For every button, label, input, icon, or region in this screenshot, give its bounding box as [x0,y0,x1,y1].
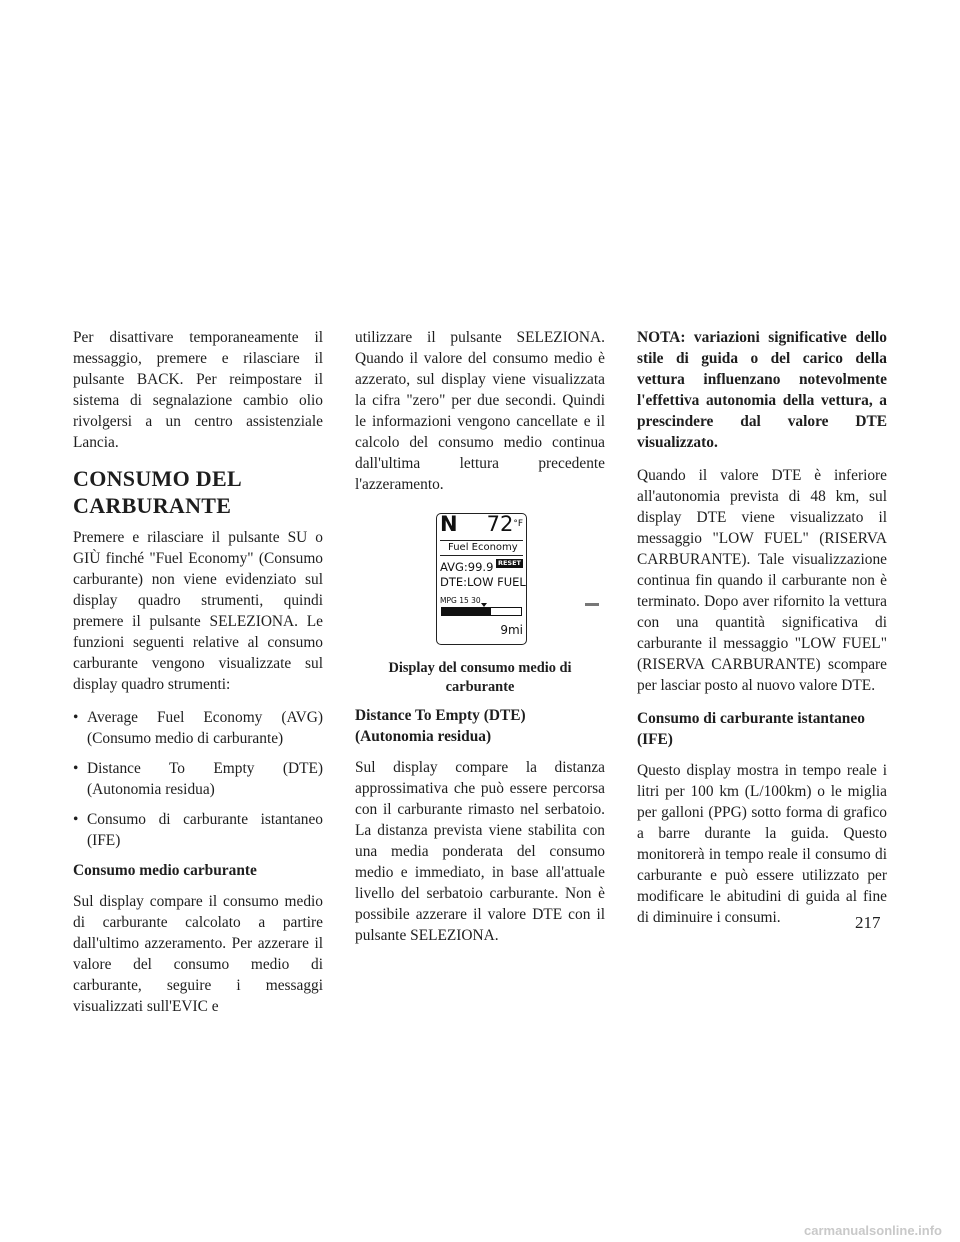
display-menu-title: Fuel Economy [440,540,523,556]
avg-readout: AVG:99.9 [440,560,494,574]
page-number: 217 [855,913,881,932]
figure-code-mark [585,603,599,606]
compass-heading: N [440,513,458,536]
function-list [73,707,323,851]
intro-paragraph: Per disattivare temporaneamente il messaggio, premere e rilasciare il pulsante BACK. Per reimpostare il sistema di segnalazione cambio olio rivolgersi a un centro assistenziale Lancia. [73,329,323,451]
reset-badge: RESET [497,559,521,567]
dte-paragraph: Sul display compare la distanza approssimativa che può essere percorsa con il carburante rimasto nel serbatoio. La distanza prevista viene stabilita con una media ponderata del consumo medio e immediato, in base all'attuale livello del serbatoio carburante. Non è possibile azzerare il valore DTE con il pulsante SELEZIONA. [355,759,605,944]
fuel-display-figure [355,507,605,659]
avg-paragraph: Sul display compare il consumo medio di carburante calcolato a partire dall'ultimo azzeramento. Per azzerare il valore del consumo medio di carburante, seguire i messaggi visualizzati sull'EVIC e [73,893,323,1015]
ife-subheading: Consumo di carburante istantaneo (IFE) [637,710,865,748]
column-middle [355,327,605,958]
bullet-icon: • [73,709,79,726]
outside-temperature: $72^{^\circ F}$ [486,513,523,536]
list-item: • Distance To Empty (DTE) (Autonomia residua) [73,760,323,798]
list-item: • Consumo di carburante istantaneo (IFE) [73,811,323,849]
ife-bar [441,607,522,616]
note-paragraph: NOTA: variazioni significative dello stile di guida o del carico della vettura influenzano notevolmente l'effettiva autonomia della vettura, a prescindere dal valore DTE visualizzato. [637,329,887,451]
fuel-economy-paragraph: Premere e rilasciare il pulsante SU o GIÙ finché "Fuel Economy" (Consumo carburante) non viene evidenziato sul display quadro strumenti, quindi premere il pulsante SELEZIONA. Le funzioni seguenti relative al consumo carburante vengono visualizzate sul display quadro strumenti: [73,529,323,693]
figure-caption: Display del consumo medio di carburante [388,660,572,695]
avg-subheading: Consumo medio carburante [73,862,257,879]
dte-subheading: Distance To Empty (DTE) (Autonomia residua) [355,707,526,745]
column-left [73,327,323,1017]
low-fuel-paragraph: Quando il valore DTE è inferiore all'autonomia prevista di 48 km, sul display DTE viene visualizzato il messaggio "LOW FUEL" (RISERVA CARBURANTE). Tale visualizzazione continua fin quando il carburante non è terminato. Dopo aver rifornito la vettura con una quantità significativa di carburante il messaggio "LOW FUEL" (RISERVA CARBURANTE) scompare per lasciar posto al nuovo valore DTE. [637,467,887,694]
bullet-icon: • [73,811,79,828]
reset-paragraph: utilizzare il pulsante SELEZIONA. Quando il valore del consumo medio è azzerato, sul display viene visualizzata la cifra "zero" per due secondi. Quindi le informazioni vengono cancellate e il calcolo del consumo medio continua dall'ultima lettura precedente l'azzeramento. [355,329,605,493]
range-readout: 9mi [500,623,523,637]
section-title: CONSUMO DEL CARBURANTE [73,466,241,518]
column-right [637,327,887,940]
ife-bar-fill [442,608,491,615]
dte-readout: DTE:LOW FUEL [440,575,526,589]
list-item: • Average Fuel Economy (AVG) (Consumo medio di carburante) [73,709,323,747]
mpg-scale: MPG 15 30 [440,596,481,605]
cluster-display-illustration [436,513,527,645]
ife-paragraph: Questo display mostra in tempo reale i litri per 100 km (L/100km) o le miglia per galloni (PPG) sotto forma di grafico a barre durante la guida. Questo monitorerà in tempo reale il consumo di carburante e può essere utilizzato per modificare le abitudini di guida al fine di diminuire i consumi. [637,762,887,926]
bullet-icon: • [73,760,79,777]
site-watermark: carmanualsonline.info [804,1223,942,1238]
